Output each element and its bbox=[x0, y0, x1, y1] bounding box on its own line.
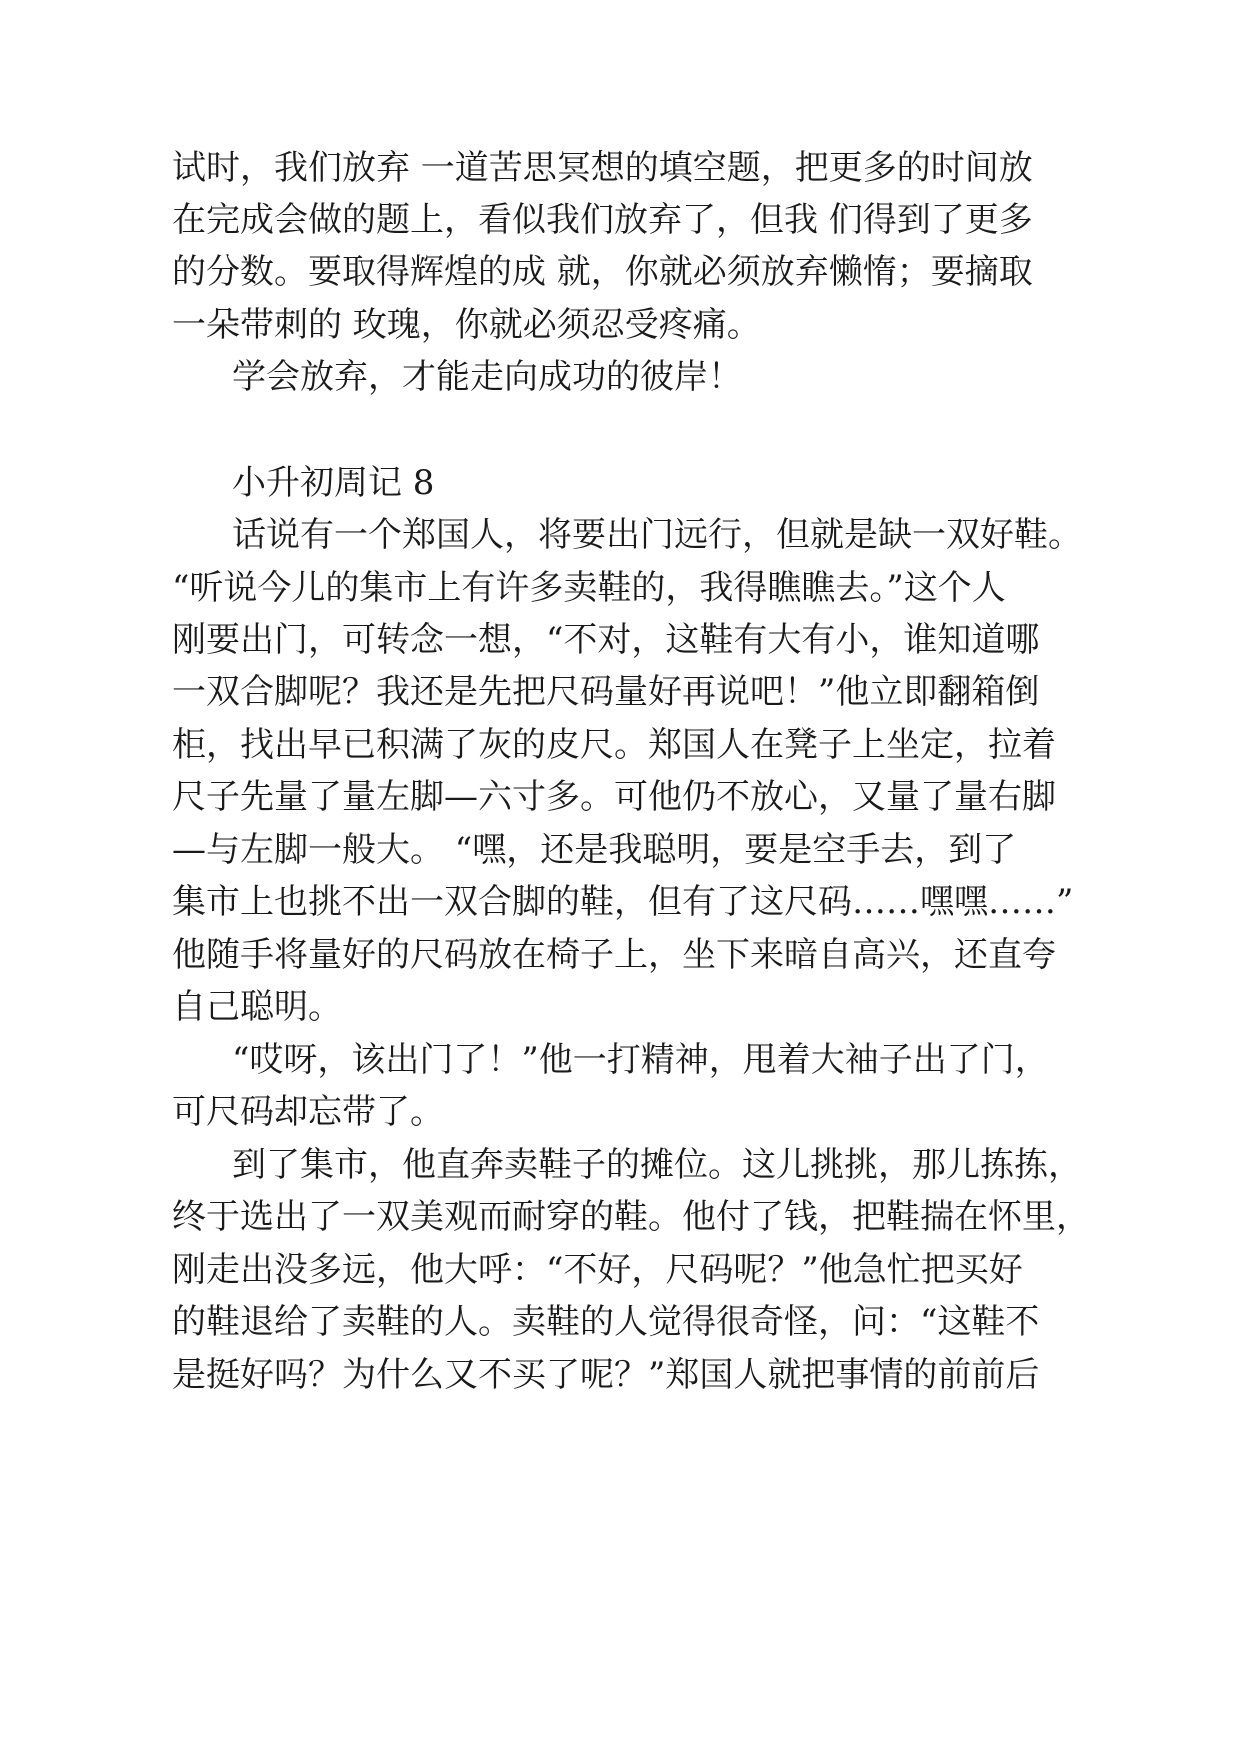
text-line: 一朵带刺的 玫瑰，你就必须忍受疼痛。 bbox=[172, 305, 761, 345]
text-line: 可尺码却忘带了。 bbox=[172, 1092, 444, 1132]
text-line: 他随手将量好的尺码放在椅子上，坐下来暗自高兴，还直夸 bbox=[172, 935, 1056, 975]
text-line: 集市上也挑不出一双合脚的鞋，但有了这尺码……嘿嘿……” bbox=[172, 882, 1074, 922]
text-line: 到了集市，他直奔卖鞋子的摊位。这儿挑挑，那儿拣拣， bbox=[232, 1145, 1082, 1185]
text-line: 话说有一个郑国人，将要出门远行，但就是缺一双好鞋。 bbox=[232, 515, 1082, 555]
text-line: 一双合脚呢？我还是先把尺码量好再说吧！”他立即翻箱倒 bbox=[172, 672, 1040, 712]
text-line: “哎呀，该出门了！”他一打精神，甩着大袖子出了门， bbox=[232, 1040, 1049, 1080]
text-line: 刚走出没多远，他大呼：“不好，尺码呢？”他急忙把买好 bbox=[172, 1250, 1023, 1290]
text-line: 的分数。要取得辉煌的成 就，你就必须放弃懒惰；要摘取 bbox=[172, 252, 1033, 292]
text-line: 是挺好吗？为什么又不买了呢？”郑国人就把事情的前前后 bbox=[172, 1355, 1040, 1395]
text-line: 学会放弃，才能走向成功的彼岸！ bbox=[232, 357, 742, 397]
text-line: 试时，我们放弃 一道苦思冥想的填空题，把更多的时间放 bbox=[172, 148, 1033, 188]
text-line: 自己聪明。 bbox=[172, 987, 342, 1027]
text-line: 刚要出门，可转念一想，“不对，这鞋有大有小，谁知道哪 bbox=[172, 620, 1040, 660]
text-line: —与左脚一般大。 “嘿，还是我聪明，要是空手去，到了 bbox=[172, 830, 1017, 870]
text-line: 在完成会做的题上，看似我们放弃了，但我 们得到了更多 bbox=[172, 200, 1033, 240]
section-heading: 小升初周记 8 bbox=[232, 463, 435, 503]
text-line: 终于选出了一双美观而耐穿的鞋。他付了钱，把鞋揣在怀里， bbox=[172, 1197, 1090, 1237]
text-line: 的鞋退给了卖鞋的人。卖鞋的人觉得很奇怪，问：“这鞋不 bbox=[172, 1302, 1040, 1342]
text-line: “听说今儿的集市上有许多卖鞋的，我得瞧瞧去。”这个人 bbox=[172, 568, 1006, 608]
text-line: 尺子先量了量左脚—六寸多。可他仍不放心，又量了量右脚 bbox=[172, 777, 1056, 817]
text-line: 柜，找出早已积满了灰的皮尺。郑国人在凳子上坐定，拉着 bbox=[172, 725, 1056, 765]
